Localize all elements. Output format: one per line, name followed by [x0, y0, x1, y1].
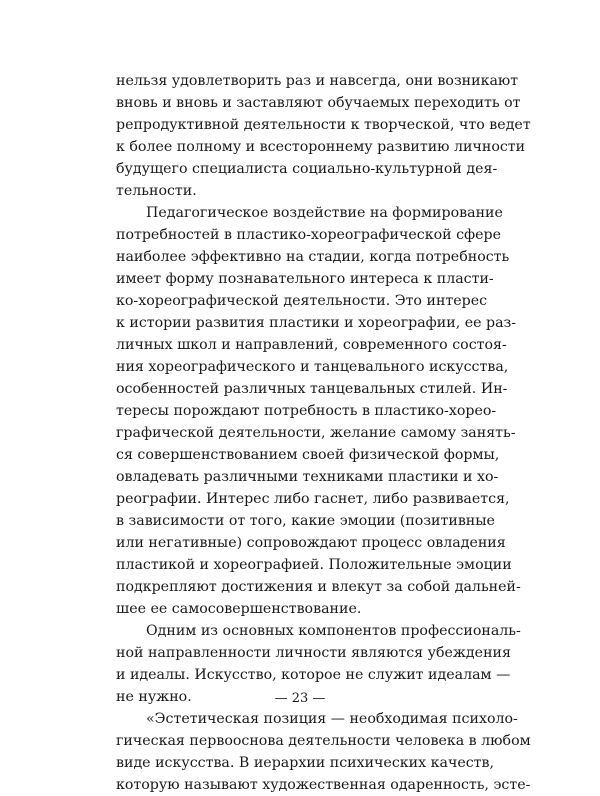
text-line: наиболее эффективно на стадии, когда потребность — [116, 249, 510, 265]
text-line: которую называют художественная одаренность, эсте- — [116, 777, 531, 793]
text-line: графической деятельности, желание самому занять- — [116, 425, 516, 441]
text-line: виде искусства. В иерархии психических качеств, — [116, 755, 495, 771]
text-line: овладевать различными техниками пластики и хо- — [116, 469, 499, 485]
text-line: не нужно. — [116, 689, 192, 705]
text-line: шее ее самосовершенствование. — [116, 601, 362, 617]
text-line: нельзя удовлетворить раз и навсегда, они возникают — [116, 73, 519, 89]
text-line: тересы порождают потребность в пластико-хорео- — [116, 403, 497, 419]
text-line: репродуктивной деятельности к творческой, что ведет — [116, 117, 531, 133]
text-line: имеет форму познавательного интереса к пласти- — [116, 271, 494, 287]
text-line: тельности. — [116, 183, 197, 199]
text-line: личных школ и направлений, современного состоя- — [116, 337, 507, 353]
text-line: в зависимости от того, какие эмоции (позитивные — [116, 513, 495, 529]
text-line: гическая первооснова деятельности человека в любом — [116, 733, 531, 749]
text-line: ко-хореографической деятельности. Это интерес — [116, 293, 488, 309]
text-line: Педагогическое воздействие на формирование — [146, 205, 503, 221]
text-line: ся совершенствованием своей физической формы, — [116, 447, 500, 463]
text-line: особенностей различных танцевальных стилей. Ин- — [116, 381, 508, 397]
text-line: «Эстетическая позиция — необходимая психоло- — [146, 711, 518, 727]
text-line: реографии. Интерес либо гаснет, либо развивается, — [116, 491, 510, 507]
text-line: пластикой и хореографией. Положительные эмоции — [116, 557, 512, 573]
text-line: или негативные) сопровождают процесс овладения — [116, 535, 506, 551]
text-line: ной направленности личности являются убеждения — [116, 645, 511, 661]
text-line: ния хореографического и танцевального искусства, — [116, 359, 509, 375]
text-line: и идеалы. Искусство, которое не служит идеалам — — [116, 667, 511, 683]
text-line: потребностей в пластико-хореографической сфере — [116, 227, 502, 243]
text-line: будущего специалиста социально-культурной дея- — [116, 161, 498, 177]
text-line: вновь и вновь и заставляют обучаемых переходить от — [116, 95, 521, 111]
text-line: подкрепляют достижения и влекут за собой дальней- — [116, 579, 521, 595]
body-text — [116, 70, 531, 796]
text-line: к более полному и всестороннему развитию личности — [116, 139, 526, 155]
text-line: Одним из основных компонентов профессиональ- — [146, 623, 521, 639]
text-line: к истории развития пластики и хореографии, ее раз- — [116, 315, 517, 331]
page-number: — 23 — — [274, 691, 326, 706]
